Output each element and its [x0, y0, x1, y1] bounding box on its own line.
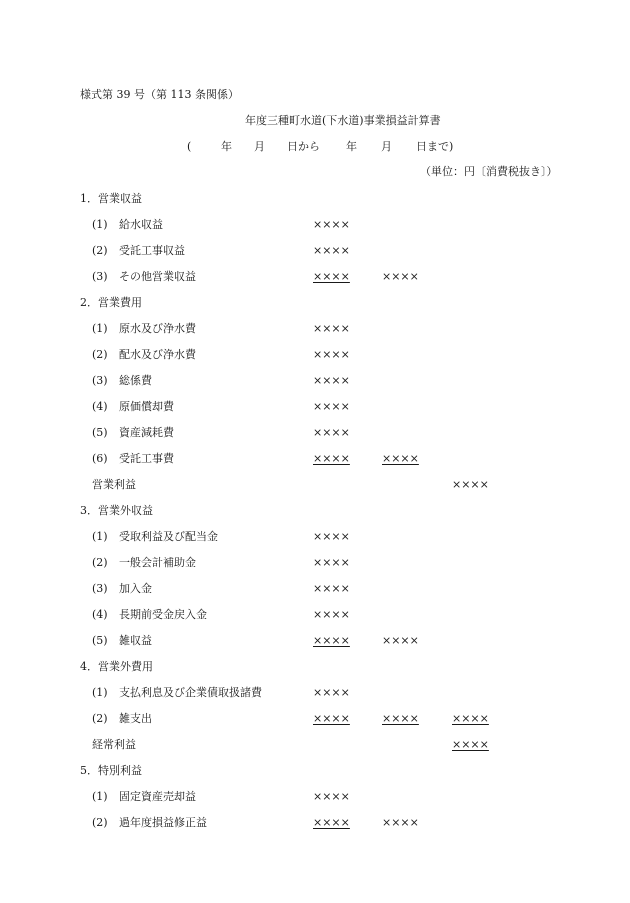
row-label: 配水及び浄水費: [119, 348, 196, 361]
section-total-placeholder: ××××: [382, 712, 419, 725]
subtotal-placeholder: ××××: [452, 738, 489, 751]
section-total-placeholder: ××××: [382, 816, 419, 829]
row-label: 固定資産売却益: [119, 790, 196, 803]
row-label: 原価償却費: [119, 400, 174, 413]
amount-placeholder: ××××: [313, 556, 350, 569]
row-number: (2): [92, 556, 108, 569]
row-label: 過年度損益修正益: [119, 816, 207, 829]
row-label: 受託工事費: [119, 452, 174, 465]
row-label: 資産減耗費: [119, 426, 174, 439]
row-number: (4): [92, 608, 108, 621]
row-number: (3): [92, 374, 108, 387]
section-heading: 3．営業外収益: [80, 504, 153, 517]
row-number: (3): [92, 582, 108, 595]
amount-placeholder: ××××: [313, 218, 350, 231]
row-label: 雑支出: [119, 712, 152, 725]
section-heading: 1．営業収益: [80, 192, 142, 205]
amount-placeholder: ××××: [313, 712, 350, 725]
form-number: 様式第 39 号（第 113 条関係）: [80, 88, 239, 101]
amount-placeholder: ××××: [313, 452, 350, 465]
row-label: 受託工事収益: [119, 244, 185, 257]
amount-placeholder: ××××: [313, 244, 350, 257]
section-total-placeholder: ××××: [382, 452, 419, 465]
row-number: (1): [92, 322, 108, 335]
period-day-from: 日から: [287, 140, 320, 153]
row-number: (5): [92, 426, 108, 439]
net-placeholder: ××××: [452, 712, 489, 725]
section-heading: 4．営業外費用: [80, 660, 153, 673]
row-number: (2): [92, 712, 108, 725]
subtotal-placeholder: ××××: [452, 478, 489, 491]
section-total-placeholder: ××××: [382, 270, 419, 283]
row-label: 雑収益: [119, 634, 152, 647]
amount-placeholder: ××××: [313, 322, 350, 335]
amount-placeholder: ××××: [313, 374, 350, 387]
row-number: (3): [92, 270, 108, 283]
row-number: (1): [92, 686, 108, 699]
row-label: その他営業収益: [119, 270, 196, 283]
period-day-to: 日まで): [416, 140, 454, 153]
amount-placeholder: ××××: [313, 426, 350, 439]
row-label: 長期前受金戻入金: [119, 608, 207, 621]
row-number: (2): [92, 816, 108, 829]
row-label: 一般会計補助金: [119, 556, 196, 569]
amount-placeholder: ××××: [313, 348, 350, 361]
amount-placeholder: ××××: [313, 816, 350, 829]
period-open: (: [187, 140, 192, 153]
amount-placeholder: ××××: [313, 270, 350, 283]
period-month-from: 月: [254, 140, 265, 153]
row-label: 給水収益: [119, 218, 163, 231]
section-total-placeholder: ××××: [382, 634, 419, 647]
unit-note: （単位：円〔消費税抜き〕）: [420, 165, 558, 178]
row-number: (1): [92, 790, 108, 803]
subtotal-label: 営業利益: [92, 478, 136, 491]
period-year-from: 年: [221, 140, 232, 153]
row-number: (2): [92, 348, 108, 361]
amount-placeholder: ××××: [313, 686, 350, 699]
document-title: 年度三種町水道(下水道)事業損益計算書: [245, 114, 441, 127]
row-label: 総係費: [119, 374, 152, 387]
row-number: (2): [92, 244, 108, 257]
row-number: (1): [92, 530, 108, 543]
row-label: 支払利息及び企業債取扱諸費: [119, 686, 262, 699]
row-label: 受取利益及び配当金: [119, 530, 218, 543]
row-label: 加入金: [119, 582, 152, 595]
section-heading: 2．営業費用: [80, 296, 142, 309]
amount-placeholder: ××××: [313, 530, 350, 543]
amount-placeholder: ××××: [313, 582, 350, 595]
amount-placeholder: ××××: [313, 400, 350, 413]
amount-placeholder: ××××: [313, 790, 350, 803]
row-number: (4): [92, 400, 108, 413]
period-month-to: 月: [381, 140, 392, 153]
row-label: 原水及び浄水費: [119, 322, 196, 335]
row-number: (5): [92, 634, 108, 647]
row-number: (1): [92, 218, 108, 231]
row-number: (6): [92, 452, 108, 465]
period-year-to: 年: [346, 140, 357, 153]
amount-placeholder: ××××: [313, 634, 350, 647]
amount-placeholder: ××××: [313, 608, 350, 621]
subtotal-label: 経常利益: [92, 738, 136, 751]
section-heading: 5．特別利益: [80, 764, 142, 777]
